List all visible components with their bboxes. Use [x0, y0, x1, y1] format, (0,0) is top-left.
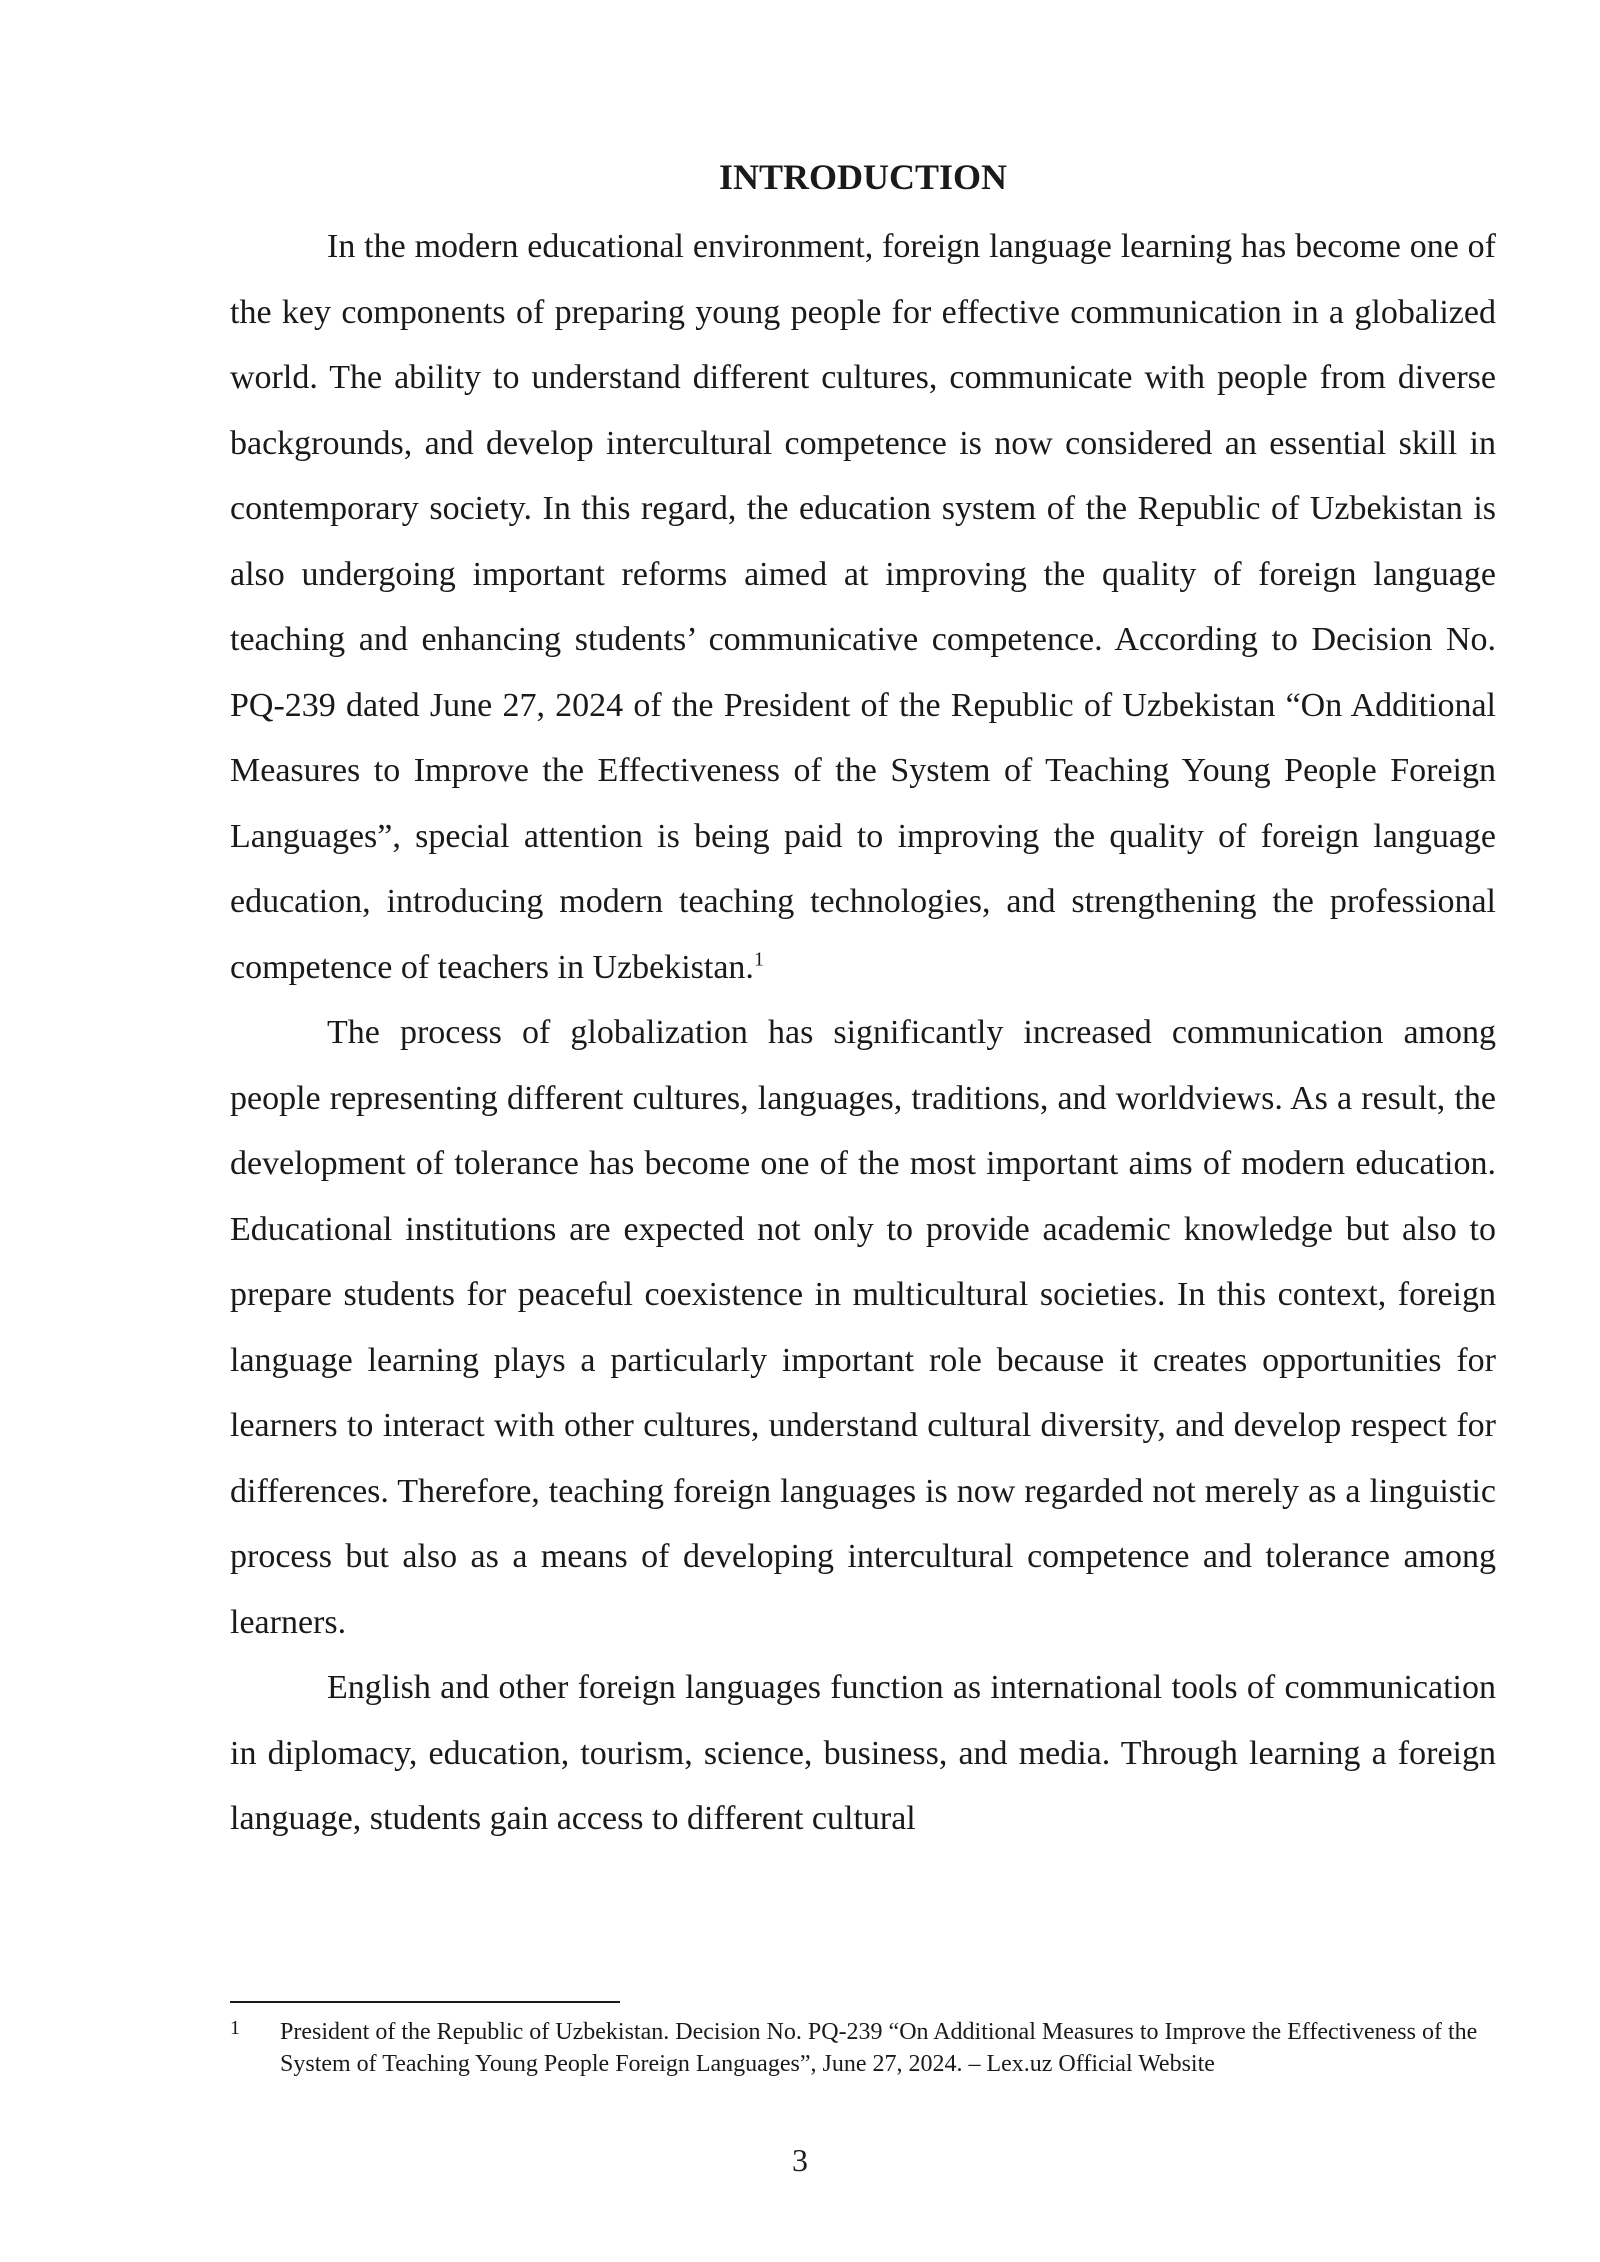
section-heading: INTRODUCTION	[718, 157, 1008, 197]
footnote-mark: 1	[230, 2017, 240, 2039]
footnote-text: President of the Republic of Uzbekistan. Decision No. PQ-239 “On Additional Measures to Improve the Effectiveness of the System of Teaching Young People Foreign Languages”, June 27, 2024. – Lex.uz Official Website	[280, 2019, 1478, 2077]
paragraph-3: English and other foreign languages function as international tools of communication in diplomacy, education, tourism, science, business, and media. Through learning a foreign language, students gain access to different cultural	[230, 1669, 1496, 1837]
footnote-reference[interactable]: 1	[753, 948, 764, 971]
page-number: 3	[792, 2142, 808, 2178]
paragraph-1-text: In the modern educational environment, foreign language learning has become one of the key components of preparing young people for effective communication in a globalized world. The ability to understand different cultures, communicate with people from diverse backgrounds, and develop intercultural competence is now considered an essential skill in contemporary society. In this regard, the education system of the Republic of Uzbekistan is also undergoing important reforms aimed at improving the quality of foreign language teaching and enhancing students’ communicative competence. According to Decision No. PQ-239 dated June 27, 2024 of the President of the Republic of Uzbekistan “On Additional Measures to Improve the Effectiveness of the System of Teaching Young People Foreign Languages”, special attention is being paid to improving the quality of foreign language education, introducing modern teaching technologies, and strengthening the professional competence of teachers in Uzbekistan.	[230, 228, 1496, 986]
paragraph-1	[230, 214, 1496, 1000]
footnote-separator	[230, 2001, 620, 2003]
footnote	[230, 2016, 1496, 2080]
page-body	[230, 150, 1496, 1852]
paragraph-2: The process of globalization has significantly increased communication among people representing different cultures, languages, traditions, and worldviews. As a result, the development of tolerance has become one of the most important aims of modern education. Educational institutions are expected not only to provide academic knowledge but also to prepare students for peaceful coexistence in multicultural societies. In this context, foreign language learning plays a particularly important role because it creates opportunities for learners to interact with other cultures, understand cultural diversity, and develop respect for differences. Therefore, teaching foreign languages is now regarded not merely as a linguistic process but also as a means of developing intercultural competence and tolerance among learners.	[230, 1014, 1496, 1641]
